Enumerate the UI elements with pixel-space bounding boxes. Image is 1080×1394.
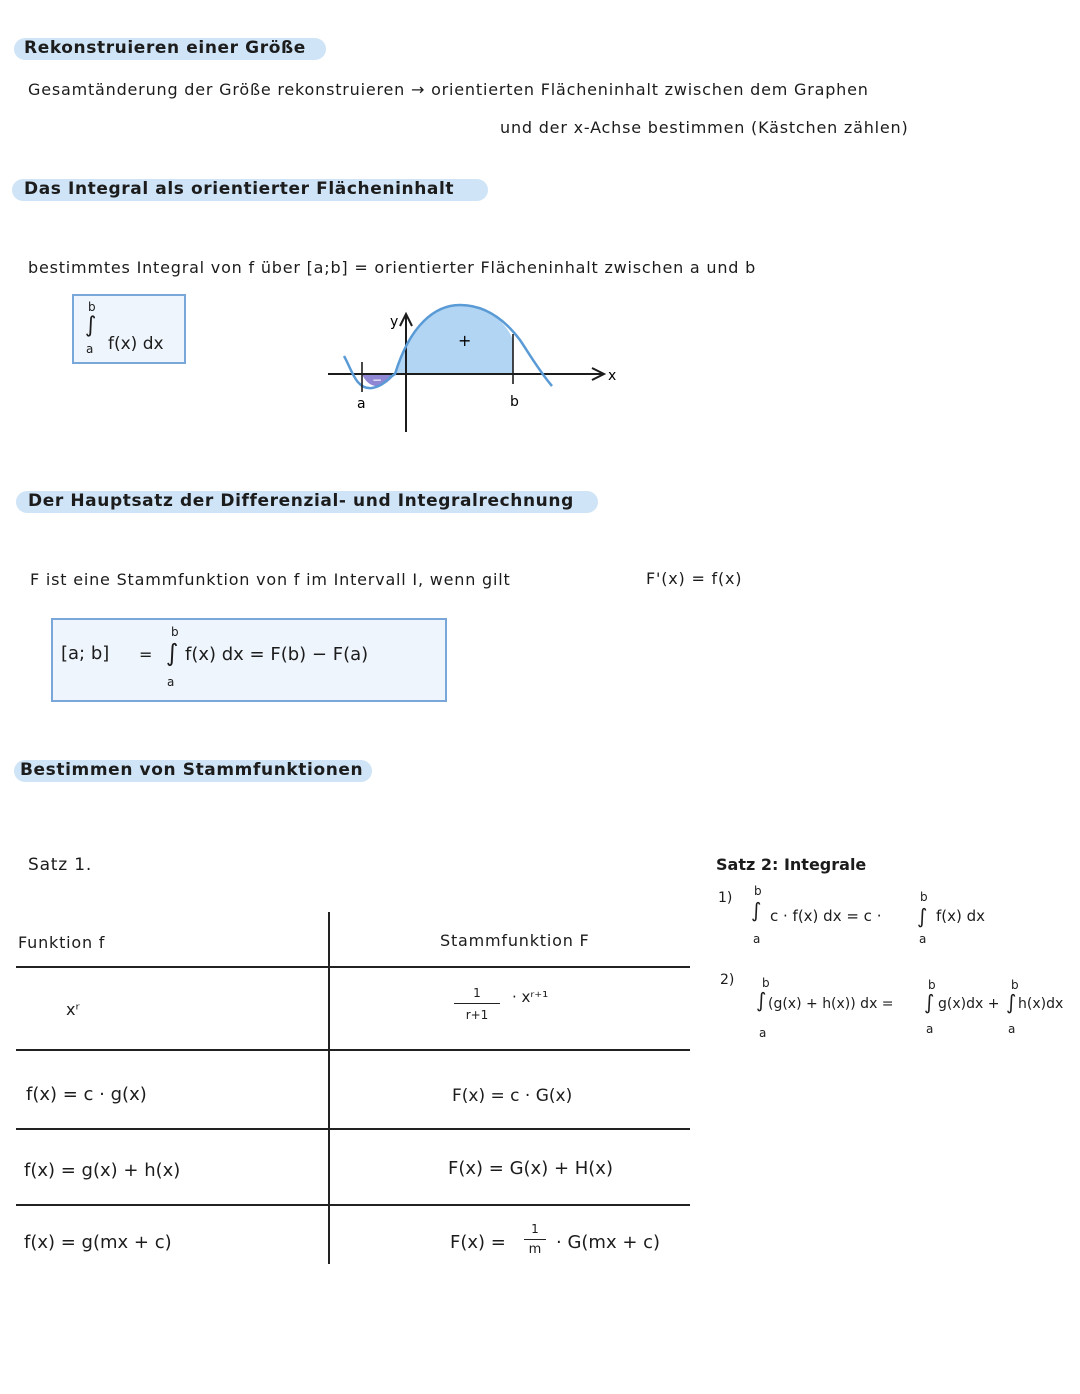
table-cell-f-faktor: f(x) = c · g(x): [26, 1084, 147, 1105]
upper-limit: b: [920, 890, 928, 904]
table-cell-f-power: xʳ: [66, 1000, 80, 1019]
equals-sign: =: [139, 645, 153, 664]
lower-limit: a: [753, 932, 761, 946]
rule-1-number: 1): [718, 890, 733, 906]
upper-limit: b: [928, 978, 936, 992]
upper-limit: b: [88, 300, 96, 314]
label-x: x: [608, 368, 617, 384]
table-cell-f-summe: f(x) = g(x) + h(x): [24, 1160, 181, 1181]
fraction-bar: [454, 1003, 500, 1004]
integrand: f(x) dx: [108, 334, 164, 354]
lower-limit: a: [1008, 1022, 1016, 1036]
hauptsatz-box: [51, 618, 447, 702]
fraction-bar: [524, 1239, 546, 1240]
integral-sign: ∫: [1006, 990, 1017, 1014]
fraction-denominator: r+1: [465, 1008, 489, 1022]
upper-limit: b: [1011, 978, 1019, 992]
table-cell-F-summe: F(x) = G(x) + H(x): [448, 1158, 613, 1179]
integral-sign: ∫: [751, 898, 762, 922]
text-stammfunktion: F ist eine Stammfunktion von f im Intervall I, wenn gilt: [30, 570, 511, 589]
area-graph: [320, 300, 640, 440]
satz-1-label: Satz 1.: [28, 855, 93, 875]
table-line: [16, 1049, 690, 1051]
label-b: b: [510, 394, 519, 410]
table-cell-f-verkettung: f(x) = g(mx + c): [24, 1232, 172, 1253]
satz-2-title: Satz 2: Integrale: [716, 855, 867, 874]
heading-hauptsatz: Der Hauptsatz der Differenzial- und Integralrechnung: [28, 491, 574, 511]
rule-2-right: h(x)dx: [1018, 996, 1064, 1012]
table-line: [16, 966, 690, 968]
table-cell-F-power: · xʳ⁺¹: [512, 988, 549, 1006]
text-gesamtaenderung: Gesamtänderung der Größe rekonstruieren → orientierten Flächeninhalt zwischen dem Graphen: [28, 80, 869, 99]
table-header-funktion: Funktion f: [18, 933, 106, 952]
fraction-denominator: m: [528, 1242, 542, 1257]
upper-limit: b: [762, 976, 770, 990]
integral-sign: ∫: [917, 904, 928, 928]
text-bestimmtes-integral: bestimmtes Integral von f über [a;b] = orientierter Flächeninhalt zwischen a und b: [28, 258, 757, 277]
label-plus: +: [458, 331, 472, 350]
table-line: [16, 1204, 690, 1206]
table-header-stammfunktion: Stammfunktion F: [440, 931, 590, 950]
rule-2-middle: g(x)dx +: [938, 996, 1000, 1012]
table-cell-F-faktor: F(x) = c · G(x): [452, 1086, 573, 1106]
interval-ab: [a; b]: [61, 643, 110, 664]
table-cell-F-prefix: F(x) =: [450, 1232, 506, 1253]
text-ableitung-bedingung: F'(x) = f(x): [646, 569, 743, 588]
integral-sign: ∫: [85, 313, 97, 338]
fraction-numerator: 1: [473, 986, 481, 1000]
label-y: y: [390, 314, 399, 330]
rule-1-right: f(x) dx: [936, 907, 986, 925]
rule-2-number: 2): [720, 972, 735, 988]
upper-limit: b: [754, 884, 762, 898]
integral-notation-box: [72, 294, 186, 364]
rule-2-left: (g(x) + h(x)) dx =: [768, 996, 894, 1012]
text-x-achse: und der x-Achse bestimmen (Kästchen zählen): [500, 118, 909, 137]
label-minus: −: [372, 373, 383, 387]
integral-sign: ∫: [756, 988, 767, 1012]
lower-limit: a: [759, 1026, 767, 1040]
table-vertical-line: [328, 912, 330, 1264]
fraction-numerator: 1: [531, 1222, 539, 1236]
heading-bestimmen-stammfunktionen: Bestimmen von Stammfunktionen: [20, 760, 364, 780]
label-a: a: [357, 396, 366, 412]
lower-limit: a: [926, 1022, 934, 1036]
lower-limit: a: [919, 932, 927, 946]
upper-limit: b: [171, 625, 179, 639]
heading-rekonstruieren: Rekonstruieren einer Größe: [24, 38, 306, 58]
rule-1-left: c · f(x) dx = c ·: [770, 907, 882, 925]
integral-sign: ∫: [166, 639, 179, 667]
hauptsatz-formula: f(x) dx = F(b) − F(a): [185, 644, 369, 665]
integral-sign: ∫: [924, 990, 935, 1014]
table-line: [16, 1128, 690, 1130]
heading-integral-flaecheninhalt: Das Integral als orientierter Flächeninhalt: [24, 179, 455, 199]
lower-limit: a: [86, 342, 94, 356]
lower-limit: a: [167, 675, 175, 689]
table-cell-F-verkettung: · G(mx + c): [556, 1232, 661, 1253]
